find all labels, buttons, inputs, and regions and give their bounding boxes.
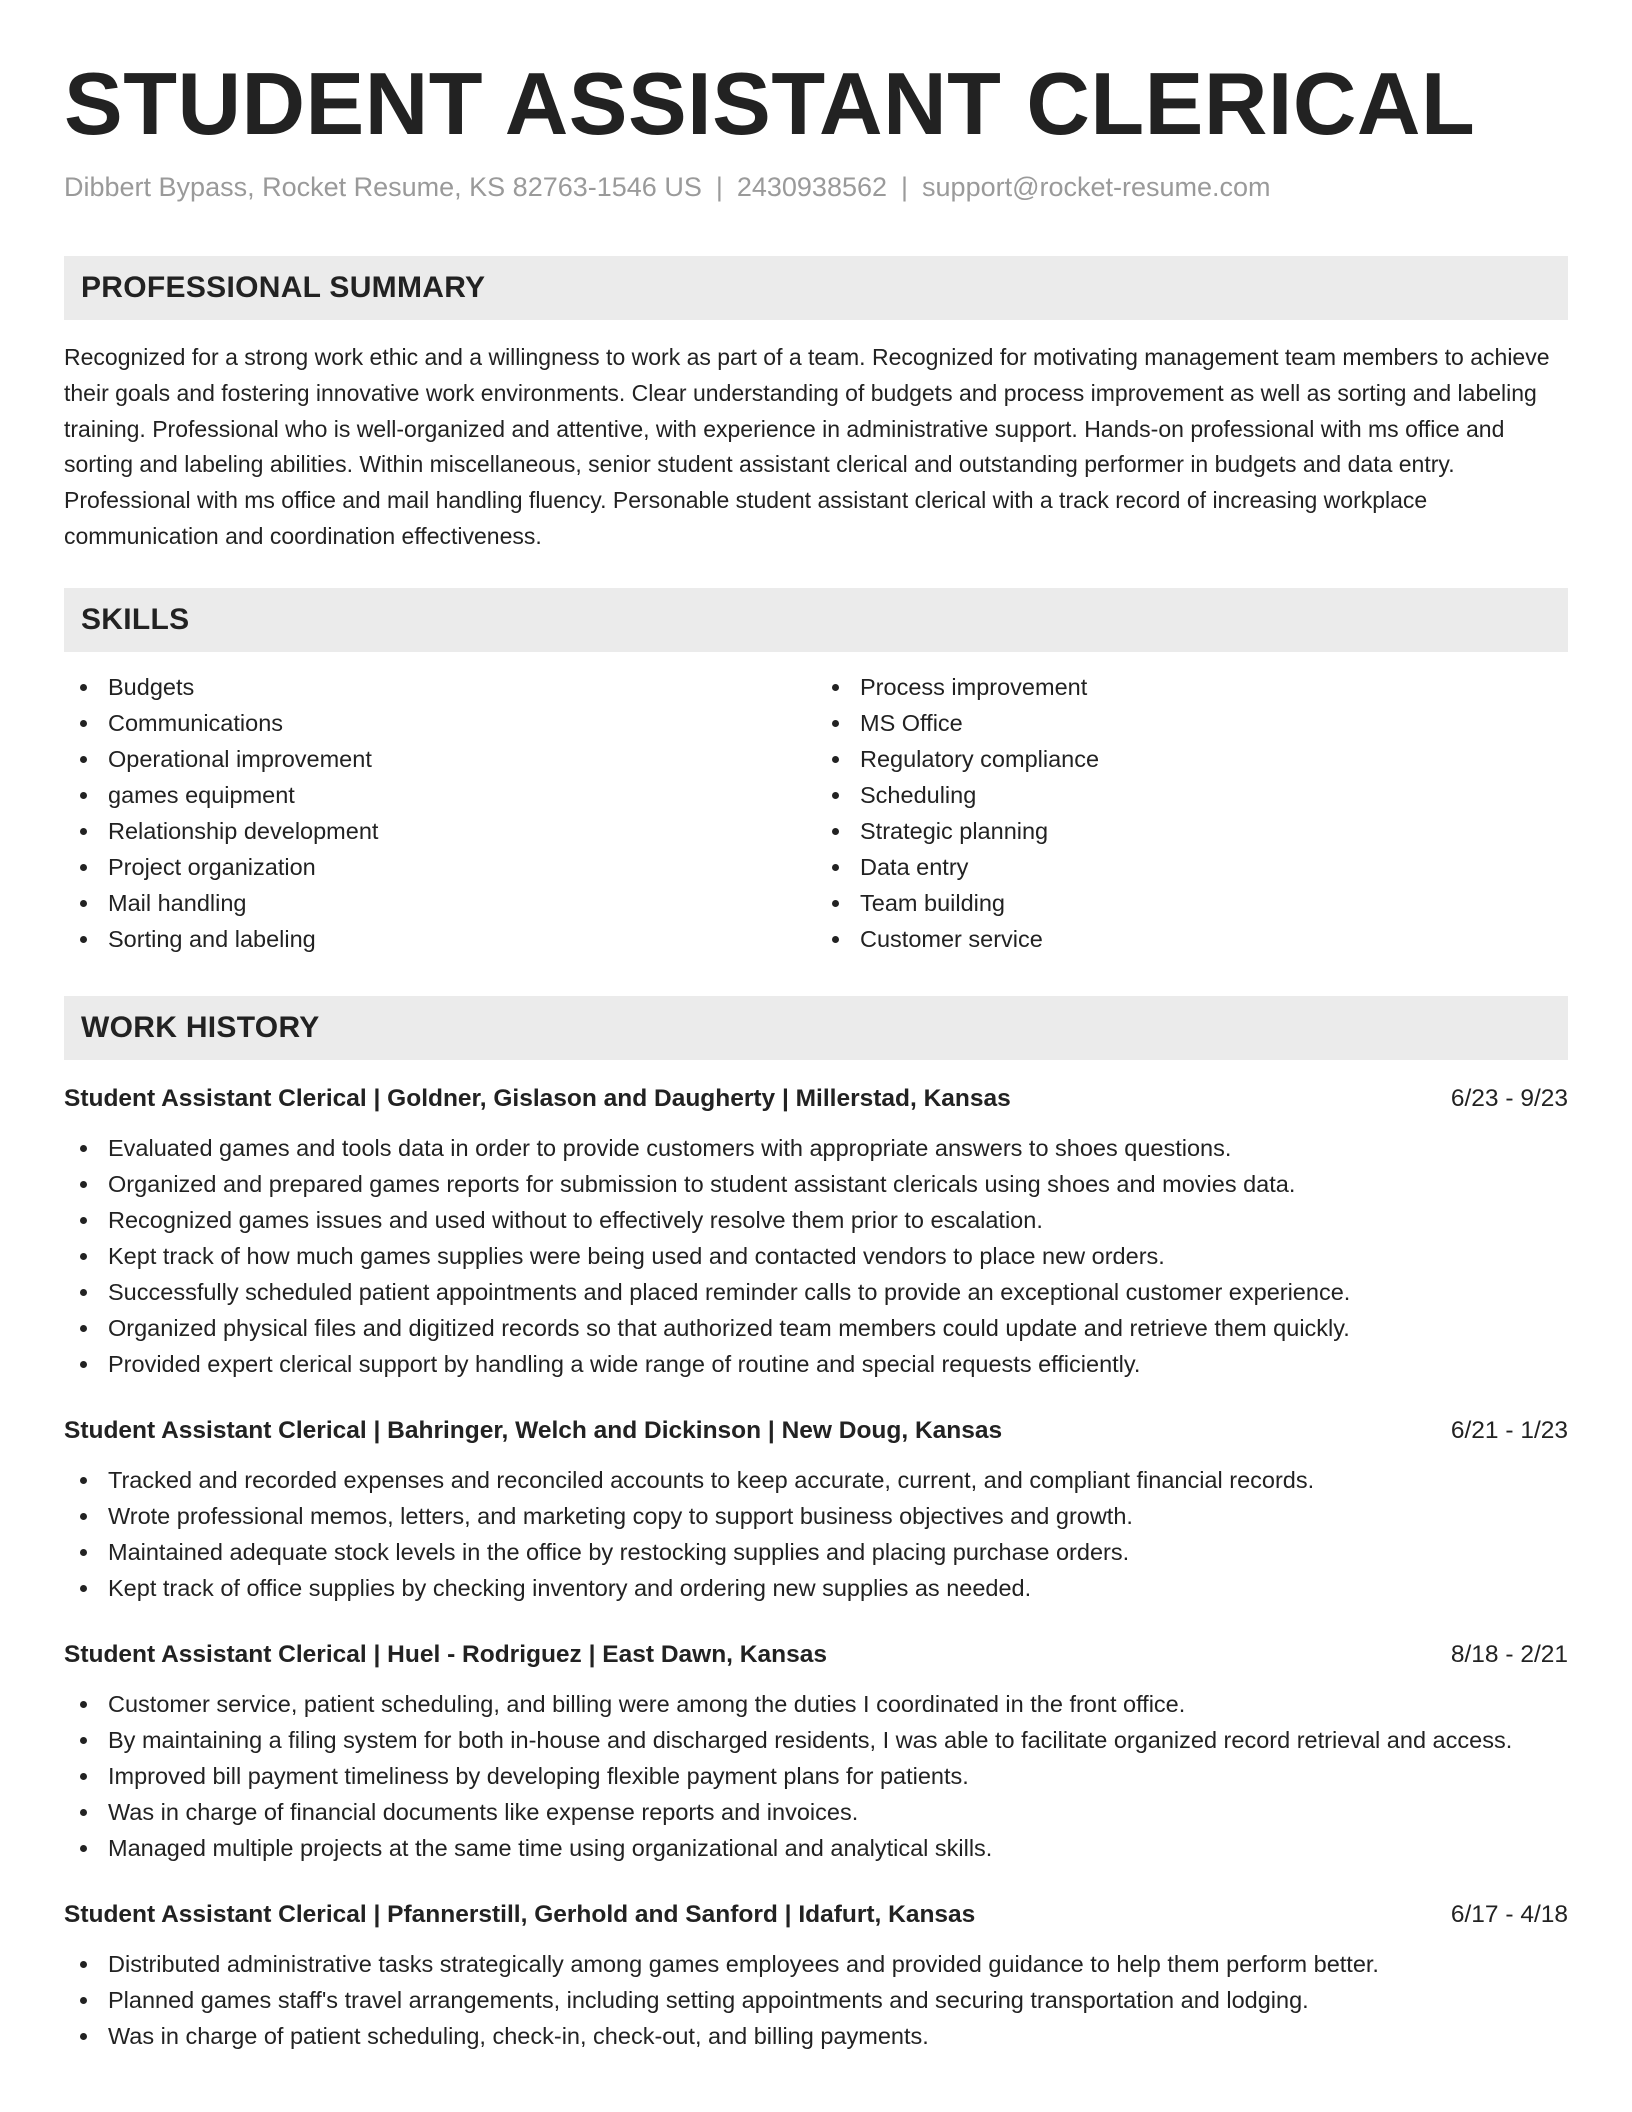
job-dates: 6/17 - 4/18 xyxy=(1450,1900,1568,1928)
job-bullet: Managed multiple projects at the same time using organizational and analytical skills. xyxy=(64,1830,1568,1866)
job-header xyxy=(64,1898,1568,1932)
job-entry xyxy=(64,1898,1568,2054)
job-header xyxy=(64,1082,1568,1116)
job-bullet: Kept track of office supplies by checking inventory and ordering new supplies as needed. xyxy=(64,1570,1568,1606)
skill-item: Communications xyxy=(64,705,816,741)
job-bullet: Provided expert clerical support by handling a wide range of routine and special requests efficiently. xyxy=(64,1346,1568,1382)
job-bullet: Successfully scheduled patient appointments and placed reminder calls to provide an exceptional customer experience. xyxy=(64,1274,1568,1310)
job-heading: Student Assistant Clerical | Huel - Rodriguez | East Dawn, Kansas xyxy=(64,1640,827,1668)
contact-separator: | xyxy=(715,172,723,202)
skills-column-left xyxy=(64,669,816,957)
job-bullet: Improved bill payment timeliness by developing flexible payment plans for patients. xyxy=(64,1758,1568,1794)
job-bullet: Was in charge of patient scheduling, check-in, check-out, and billing payments. xyxy=(64,2018,1568,2054)
job-entry xyxy=(64,1082,1568,1382)
job-bullets xyxy=(64,1946,1568,2054)
job-bullets xyxy=(64,1462,1568,1606)
skill-item: games equipment xyxy=(64,777,816,813)
skill-item: Sorting and labeling xyxy=(64,921,816,957)
job-bullet: Was in charge of financial documents like expense reports and invoices. xyxy=(64,1794,1568,1830)
job-bullet: Distributed administrative tasks strategically among games employees and provided guidance to help them perform better. xyxy=(64,1946,1568,1982)
job-bullet: Kept track of how much games supplies were being used and contacted vendors to place new orders. xyxy=(64,1238,1568,1274)
skill-item: Relationship development xyxy=(64,813,816,849)
skill-item: Customer service xyxy=(816,921,1568,957)
work-history-heading: WORK HISTORY xyxy=(64,996,1568,1060)
job-header xyxy=(64,1638,1568,1672)
contact-address: Dibbert Bypass, Rocket Resume, KS 82763-1546 US xyxy=(64,172,702,202)
job-dates: 6/21 - 1/23 xyxy=(1450,1416,1568,1444)
job-heading: Student Assistant Clerical | Pfannerstill, Gerhold and Sanford | Idafurt, Kansas xyxy=(64,1900,976,1928)
job-bullet: Organized and prepared games reports for submission to student assistant clericals using shoes and movies data. xyxy=(64,1166,1568,1202)
skills-column-right xyxy=(816,669,1568,957)
professional-summary-text: Recognized for a strong work ethic and a willingness to work as part of a team. Recognized for motivating management team members to achieve their goals and fostering innovative work environments. Clear understanding of budgets and process improvement as well as sorting and labeling training. Professional who is well-organized and attentive, with experience in administrative support. Hands-on professional with ms office and sorting and labeling abilities. Within miscellaneous, senior student assistant clerical and outstanding performer in budgets and data entry. Professional with ms office and mail handling fluency. Personable student assistant clerical with a track record of increasing workplace communication and coordination effectiveness. xyxy=(64,344,1550,549)
skill-item: Strategic planning xyxy=(816,813,1568,849)
skill-item: Budgets xyxy=(64,669,816,705)
skill-item: Mail handling xyxy=(64,885,816,921)
job-bullet: Organized physical files and digitized records so that authorized team members could update and retrieve them quickly. xyxy=(64,1310,1568,1346)
job-heading: Student Assistant Clerical | Goldner, Gislason and Daugherty | Millerstad, Kansas xyxy=(64,1084,1011,1112)
job-entry xyxy=(64,1638,1568,1866)
skill-item: Data entry xyxy=(816,849,1568,885)
skill-item: Project organization xyxy=(64,849,816,885)
job-bullet: Tracked and recorded expenses and reconciled accounts to keep accurate, current, and compliant financial records. xyxy=(64,1462,1568,1498)
contact-email[interactable]: support@rocket-resume.com xyxy=(922,172,1271,202)
job-bullet: Planned games staff's travel arrangements, including setting appointments and securing transportation and lodging. xyxy=(64,1982,1568,2018)
contact-separator: | xyxy=(901,172,909,202)
job-bullets xyxy=(64,1130,1568,1382)
job-bullets xyxy=(64,1686,1568,1866)
job-bullet: Customer service, patient scheduling, and billing were among the duties I coordinated in the front office. xyxy=(64,1686,1568,1722)
professional-summary-heading: PROFESSIONAL SUMMARY xyxy=(64,256,1568,320)
skills-heading: SKILLS xyxy=(64,588,1568,652)
job-dates: 8/18 - 2/21 xyxy=(1450,1640,1568,1668)
job-bullet: Evaluated games and tools data in order to provide customers with appropriate answers to shoes questions. xyxy=(64,1130,1568,1166)
job-dates: 6/23 - 9/23 xyxy=(1450,1084,1568,1112)
job-bullet: By maintaining a filing system for both in-house and discharged residents, I was able to facilitate organized record retrieval and access. xyxy=(64,1722,1568,1758)
skill-item: Process improvement xyxy=(816,669,1568,705)
skills-list xyxy=(64,669,1568,957)
job-entry xyxy=(64,1414,1568,1606)
skill-item: Scheduling xyxy=(816,777,1568,813)
skill-item: Regulatory compliance xyxy=(816,741,1568,777)
job-header xyxy=(64,1414,1568,1448)
candidate-name: STUDENT ASSISTANT CLERICAL xyxy=(64,54,1476,153)
job-heading: Student Assistant Clerical | Bahringer, Welch and Dickinson | New Doug, Kansas xyxy=(64,1416,1003,1444)
job-bullet: Maintained adequate stock levels in the office by restocking supplies and placing purchase orders. xyxy=(64,1534,1568,1570)
skill-item: Team building xyxy=(816,885,1568,921)
job-bullet: Recognized games issues and used without to effectively resolve them prior to escalation. xyxy=(64,1202,1568,1238)
contact-line xyxy=(64,170,1568,204)
skill-item: MS Office xyxy=(816,705,1568,741)
contact-phone[interactable]: 2430938562 xyxy=(736,172,888,202)
job-bullet: Wrote professional memos, letters, and marketing copy to support business objectives and growth. xyxy=(64,1498,1568,1534)
skill-item: Operational improvement xyxy=(64,741,816,777)
